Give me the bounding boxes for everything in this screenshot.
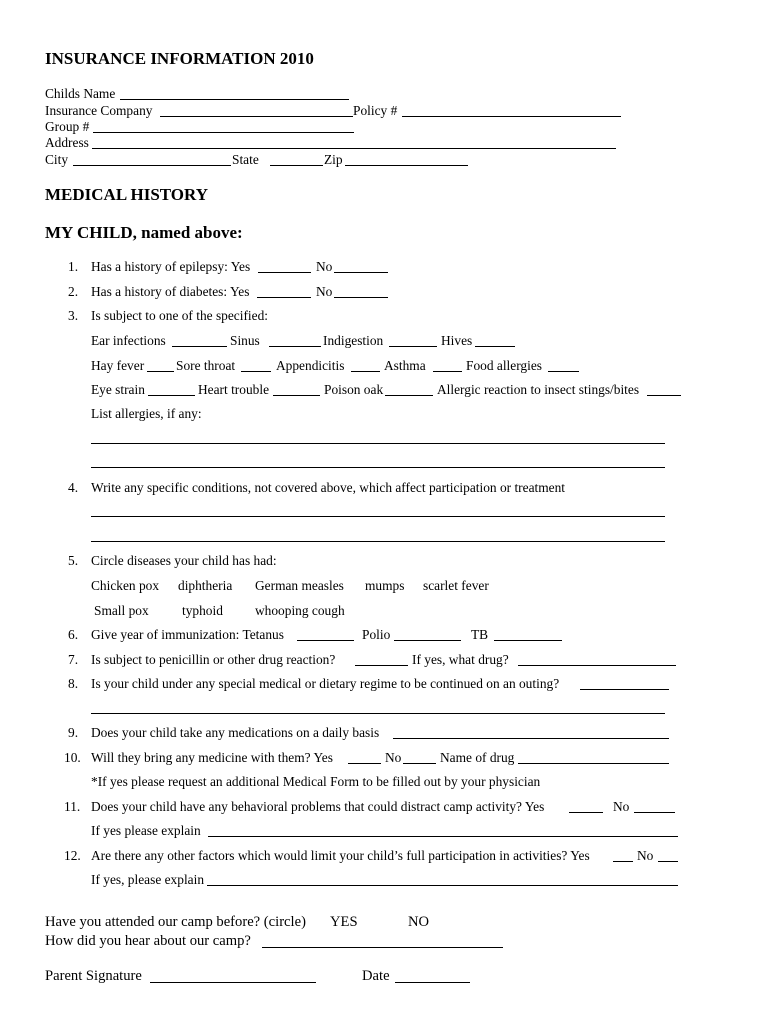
what-drug-field[interactable] [518,665,676,666]
ear-infections-label: Ear infections [91,333,166,348]
city-label: City [45,152,69,167]
q10-no-field[interactable] [403,763,436,764]
heart-trouble-label: Heart trouble [198,382,270,397]
sore-throat-label: Sore throat [176,358,236,373]
q5-text: Circle diseases your child has had: [91,553,277,568]
q12-no-field[interactable] [658,861,678,862]
attended-no-option[interactable]: NO [408,914,430,930]
state-field[interactable] [270,165,323,166]
insect-reaction-label: Allergic reaction to insect stings/bites [437,382,640,397]
q12-text: Are there any other factors which would limit your child’s full participation in activities? Yes [91,848,590,863]
food-allergies-label: Food allergies [466,358,542,373]
address-label: Address [45,135,89,150]
parent-signature-field[interactable] [150,982,316,983]
city-field[interactable] [73,165,231,166]
q2-no-field[interactable] [334,297,388,298]
tetanus-field[interactable] [297,640,354,641]
name-of-drug-label: Name of drug [440,750,515,765]
q11-no-field[interactable] [634,812,675,813]
q3-number: 3. [68,308,79,323]
heard-about-camp-label: How did you hear about our camp? [45,933,251,949]
q6-text: Give year of immunization: Tetanus [91,627,284,642]
q9-number: 9. [68,725,79,740]
indigestion-field[interactable] [389,346,437,347]
state-label: State [232,152,259,167]
allergies-line-2[interactable] [91,467,665,468]
q7-text: Is subject to penicillin or other drug reaction? [91,652,336,667]
polio-label: Polio [362,627,391,642]
date-field[interactable] [395,982,470,983]
q1-no-label: No [316,259,333,274]
q8-text: Is your child under any special medical or dietary regime to be continued on an outing? [91,676,560,691]
q2-yes-field[interactable] [257,297,311,298]
q7-number: 7. [68,652,79,667]
q1-no-field[interactable] [334,272,388,273]
group-field[interactable] [93,132,354,133]
q12-explain-field[interactable] [207,885,678,886]
childs-name-field[interactable] [120,99,349,100]
sore-throat-field[interactable] [241,371,271,372]
sinus-field[interactable] [269,346,321,347]
q3-text: Is subject to one of the specified: [91,308,269,323]
attended-yes-option[interactable]: YES [330,914,358,930]
disease-diphtheria[interactable]: diphtheria [178,578,233,593]
special-regime-line-2[interactable] [91,713,665,714]
food-allergies-field[interactable] [548,371,579,372]
q4-number: 4. [68,480,79,495]
q7-if-yes-label: If yes, what drug? [412,652,509,667]
insurance-company-field[interactable] [160,116,353,117]
zip-label: Zip [324,152,343,167]
q2-number: 2. [68,284,79,299]
disease-german-measles[interactable]: German measles [255,578,344,593]
poison-oak-label: Poison oak [324,382,384,397]
disease-whooping-cough[interactable]: whooping cough [255,603,345,618]
q12-no-label: No [637,848,654,863]
list-allergies-label: List allergies, if any: [91,406,202,421]
q10-yes-field[interactable] [348,763,381,764]
address-field[interactable] [92,148,616,149]
q10-text: Will they bring any medicine with them? Yes [91,750,333,765]
policy-field[interactable] [402,116,621,117]
disease-typhoid[interactable]: typhoid [182,603,223,618]
hay-fever-field[interactable] [147,371,174,372]
medical-history-title: MEDICAL HISTORY [45,185,208,204]
conditions-line-1[interactable] [91,516,665,517]
q11-yes-field[interactable] [569,812,603,813]
insurance-title: INSURANCE INFORMATION 2010 [45,49,314,68]
q4-text: Write any specific conditions, not covered above, which affect participation or treatment [91,480,566,495]
group-label: Group # [45,119,90,134]
q6-number: 6. [68,627,79,642]
daily-medications-field[interactable] [393,738,669,739]
eye-strain-field[interactable] [148,395,195,396]
allergies-line-1[interactable] [91,443,665,444]
sinus-label: Sinus [230,333,260,348]
q11-explain-field[interactable] [208,836,678,837]
q2-no-label: No [316,284,333,299]
conditions-line-2[interactable] [91,541,665,542]
q10-no-label: No [385,750,402,765]
disease-small-pox[interactable]: Small pox [94,603,149,618]
disease-mumps[interactable]: mumps [365,578,405,593]
special-regime-field[interactable] [580,689,669,690]
ear-infections-field[interactable] [172,346,227,347]
hives-field[interactable] [475,346,515,347]
q10-number: 10. [64,750,81,765]
q1-number: 1. [68,259,79,274]
q11-number: 11. [64,799,81,814]
insect-reaction-field[interactable] [647,395,681,396]
tb-label: TB [471,627,489,642]
date-label: Date [362,968,390,984]
drug-reaction-field[interactable] [355,665,408,666]
q12-yes-field[interactable] [613,861,633,862]
q9-text: Does your child take any medications on a daily basis [91,725,380,740]
name-of-drug-field[interactable] [518,763,669,764]
q10-note: *If yes please request an additional Medical Form to be filled out by your physician [91,774,541,789]
childs-name-label: Childs Name [45,86,116,101]
disease-chicken-pox[interactable]: Chicken pox [91,578,160,593]
q1-text: Has a history of epilepsy: Yes [91,259,251,274]
tb-field[interactable] [494,640,562,641]
q2-text: Has a history of diabetes: Yes [91,284,250,299]
indigestion-label: Indigestion [323,333,384,348]
poison-oak-field[interactable] [385,395,433,396]
parent-signature-label: Parent Signature [45,968,142,984]
asthma-label: Asthma [384,358,426,373]
disease-scarlet-fever[interactable]: scarlet fever [423,578,489,593]
appendicitis-label: Appendicitis [276,358,345,373]
my-child-subtitle: MY CHILD, named above: [45,223,243,242]
heard-about-camp-field[interactable] [262,947,503,948]
insurance-company-label: Insurance Company [45,103,153,118]
hives-label: Hives [441,333,473,348]
hay-fever-label: Hay fever [91,358,145,373]
asthma-field[interactable] [433,371,462,372]
q12-number: 12. [64,848,81,863]
q8-number: 8. [68,676,79,691]
appendicitis-field[interactable] [351,371,380,372]
heart-trouble-field[interactable] [273,395,320,396]
q5-number: 5. [68,553,79,568]
q1-yes-field[interactable] [258,272,311,273]
attended-camp-question: Have you attended our camp before? (circle) [45,914,306,930]
eye-strain-label: Eye strain [91,382,145,397]
zip-field[interactable] [345,165,468,166]
q11-explain-label: If yes please explain [91,823,201,838]
policy-label: Policy # [353,103,398,118]
q11-no-label: No [613,799,630,814]
q12-explain-label: If yes, please explain [91,872,205,887]
polio-field[interactable] [394,640,461,641]
q11-text: Does your child have any behavioral problems that could distract camp activity? Yes [91,799,545,814]
